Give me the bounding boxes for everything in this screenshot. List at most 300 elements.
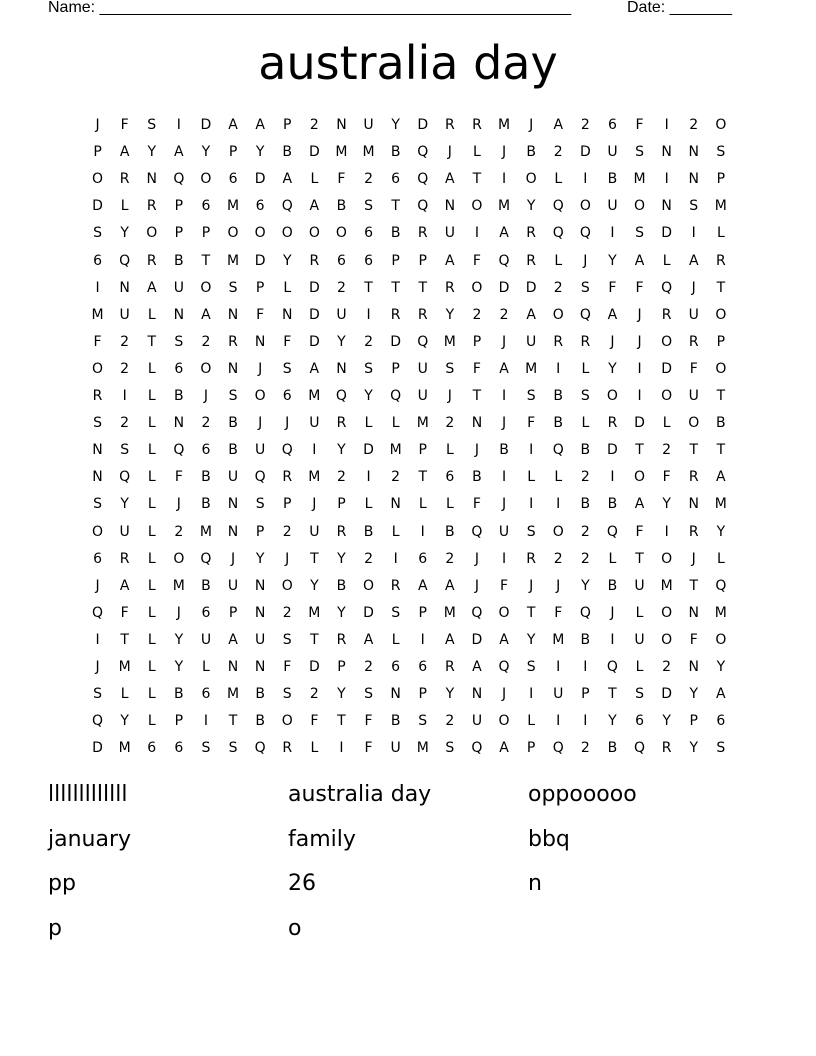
grid-letter: A — [716, 686, 726, 703]
grid-letter: B — [716, 415, 726, 432]
grid-letter: I — [610, 225, 615, 242]
grid-letter: N — [281, 306, 293, 323]
grid-letter: I — [393, 550, 398, 567]
grid-letter: I — [664, 171, 669, 188]
grid-letter: M — [172, 577, 185, 594]
grid-letter: M — [308, 388, 321, 404]
grid-row — [84, 166, 734, 193]
grid-letter: T — [716, 442, 726, 459]
grid-letter: S — [445, 360, 455, 377]
grid-letter: P — [255, 523, 265, 540]
grid-letter: 6 — [282, 388, 292, 404]
grid-letter: N — [254, 577, 266, 594]
grid-row — [84, 410, 734, 437]
grid-letter: O — [661, 333, 673, 350]
grid-letter: O — [552, 523, 564, 540]
grid-letter: B — [607, 740, 618, 757]
grid-letter: B — [201, 469, 211, 486]
grid-letter: T — [608, 686, 617, 703]
grid-letter: N — [444, 198, 456, 215]
grid-letter: N — [688, 496, 699, 513]
grid-letter: R — [309, 252, 320, 269]
grid-letter: Y — [662, 496, 671, 513]
grid-letter: S — [716, 740, 726, 757]
word-list-item: p — [48, 915, 62, 941]
grid-letter: L — [473, 144, 481, 161]
grid-letter: 6 — [635, 713, 644, 730]
grid-row — [84, 139, 734, 166]
grid-letter: L — [147, 550, 156, 567]
grid-letter: I — [366, 469, 371, 486]
grid-letter: D — [308, 279, 320, 296]
grid-letter: F — [472, 496, 481, 513]
grid-letter: R — [390, 577, 401, 594]
grid-letter: A — [688, 252, 699, 269]
grid-letter: N — [92, 469, 103, 486]
grid-letter: J — [258, 415, 263, 432]
grid-letter: M — [443, 333, 456, 350]
grid-letter: D — [308, 144, 320, 161]
word-list-item: australia day — [288, 782, 432, 807]
grid-letter: F — [310, 713, 319, 730]
grid-letter: F — [120, 604, 129, 621]
grid-letter: U — [526, 333, 537, 350]
grid-letter: Y — [120, 225, 129, 242]
grid-letter: 2 — [553, 279, 563, 296]
grid-letter: 2 — [120, 360, 130, 377]
grid-letter: D — [254, 252, 266, 269]
grid-letter: S — [364, 686, 373, 703]
grid-letter: J — [95, 659, 100, 675]
grid-letter: N — [227, 306, 239, 323]
grid-letter: D — [661, 225, 673, 242]
grid-letter: L — [662, 415, 671, 432]
grid-letter: A — [363, 631, 374, 648]
grid-letter: 6 — [93, 252, 102, 269]
grid-row — [84, 491, 734, 518]
grid-letter: 2 — [580, 550, 590, 567]
grid-letter: I — [501, 388, 507, 404]
word-list-item: 26 — [288, 871, 316, 896]
grid-letter: L — [147, 686, 156, 703]
grid-letter: B — [336, 577, 347, 594]
grid-letter: S — [526, 388, 536, 404]
grid-letter: M — [498, 117, 511, 133]
grid-letter: J — [529, 117, 534, 133]
grid-letter: Q — [471, 604, 483, 621]
grid-letter: I — [556, 496, 561, 513]
grid-letter: B — [580, 631, 591, 648]
grid-letter: B — [174, 252, 184, 269]
grid-letter: N — [688, 659, 699, 675]
grid-letter: D — [363, 604, 374, 621]
grid-letter: T — [716, 279, 726, 296]
grid-letter: A — [716, 469, 726, 486]
grid-letter: S — [282, 360, 292, 377]
grid-letter: L — [364, 415, 373, 432]
grid-letter: P — [418, 252, 427, 269]
grid-letter: R — [444, 279, 455, 296]
grid-letter: S — [228, 279, 238, 296]
grid-letter: Y — [337, 333, 346, 350]
grid-letter: 2 — [364, 333, 373, 350]
grid-letter: O — [715, 360, 727, 377]
grid-letter: O — [254, 225, 266, 242]
grid-letter: N — [254, 659, 266, 675]
grid-letter: U — [363, 117, 374, 133]
grid-letter: Q — [335, 388, 347, 404]
grid-letter: J — [610, 604, 615, 621]
grid-letter: N — [661, 144, 672, 161]
grid-row — [84, 708, 734, 735]
grid-letter: Y — [662, 713, 671, 730]
grid-letter: I — [312, 442, 317, 459]
grid-letter: Y — [445, 306, 455, 323]
grid-letter: D — [661, 686, 673, 703]
grid-letter: T — [337, 713, 346, 730]
grid-letter: L — [581, 360, 590, 377]
grid-letter: L — [554, 469, 563, 486]
grid-letter: A — [499, 360, 509, 377]
grid-letter: M — [633, 171, 646, 188]
grid-letter: R — [417, 225, 428, 242]
grid-letter: L — [418, 496, 427, 513]
grid-letter: A — [526, 306, 536, 323]
grid-letter: M — [443, 604, 456, 621]
grid-letter: O — [579, 198, 591, 215]
grid-letter: 2 — [174, 523, 184, 540]
grid-letter: Y — [120, 496, 129, 513]
grid-letter: M — [498, 198, 511, 215]
grid-letter: L — [608, 550, 617, 567]
grid-letter: S — [716, 144, 726, 161]
grid-letter: N — [471, 415, 483, 432]
grid-letter: D — [92, 198, 103, 215]
grid-letter: S — [120, 442, 130, 459]
grid-letter: Q — [92, 713, 104, 730]
grid-letter: O — [173, 550, 185, 567]
grid-letter: J — [501, 415, 507, 432]
grid-letter: T — [418, 279, 428, 296]
grid-letter: A — [309, 360, 320, 377]
grid-letter: D — [254, 171, 266, 188]
grid-letter: R — [661, 740, 672, 757]
grid-letter: J — [501, 496, 507, 513]
grid-letter: I — [529, 686, 534, 703]
grid-letter: O — [498, 713, 510, 730]
grid-letter: Q — [579, 225, 591, 242]
grid-letter: T — [391, 198, 400, 215]
grid-letter: Y — [581, 577, 590, 594]
grid-letter: T — [472, 171, 482, 188]
grid-letter: R — [607, 415, 618, 432]
grid-letter: Q — [173, 442, 185, 459]
grid-letter: R — [146, 198, 157, 215]
word-list-item: n — [528, 871, 542, 896]
grid-letter: L — [581, 415, 590, 432]
grid-letter: A — [119, 144, 130, 161]
grid-letter: 6 — [93, 550, 102, 567]
grid-letter: P — [174, 225, 184, 242]
grid-letter: S — [445, 740, 455, 757]
grid-letter: L — [147, 442, 156, 459]
grid-letter: N — [227, 659, 239, 675]
grid-letter: O — [661, 550, 673, 567]
grid-letter: O — [552, 306, 564, 323]
grid-letter: O — [92, 171, 104, 188]
grid-letter: O — [200, 171, 212, 188]
grid-letter: O — [606, 388, 618, 404]
grid-letter: B — [580, 442, 591, 459]
grid-letter: D — [308, 333, 320, 350]
grid-letter: O — [471, 198, 483, 215]
grid-letter: Q — [417, 144, 429, 161]
grid-letter: T — [147, 333, 157, 350]
grid-letter: 6 — [201, 686, 211, 703]
grid-letter: U — [309, 415, 320, 432]
grid-letter: 2 — [282, 523, 292, 540]
word-list-item: lllllllllllll — [48, 782, 128, 807]
grid-letter: 2 — [391, 469, 401, 486]
grid-letter: P — [716, 333, 726, 350]
grid-letter: Q — [552, 442, 564, 459]
grid-letter: A — [282, 171, 293, 188]
grid-letter: F — [283, 659, 292, 675]
grid-letter: R — [444, 117, 455, 133]
grid-letter: O — [92, 360, 104, 377]
grid-letter: R — [688, 333, 699, 350]
grid-letter: 2 — [309, 686, 319, 703]
grid-letter: Q — [498, 659, 510, 675]
grid-letter: Q — [498, 252, 510, 269]
grid-letter: T — [310, 550, 319, 567]
grid-row — [84, 546, 734, 573]
grid-letter: R — [688, 469, 699, 486]
grid-letter: O — [498, 604, 510, 621]
grid-letter: P — [472, 333, 482, 350]
grid-letter: F — [283, 333, 292, 350]
grid-letter: L — [147, 388, 156, 404]
grid-row — [84, 248, 734, 275]
grid-letter: J — [230, 550, 236, 567]
page-title: australia day — [258, 36, 558, 90]
grid-letter: 6 — [201, 604, 211, 621]
grid-letter: S — [526, 523, 536, 540]
grid-letter: P — [255, 279, 265, 296]
grid-letter: M — [335, 144, 348, 161]
grid-letter: 2 — [689, 117, 699, 133]
grid-letter: I — [529, 496, 534, 513]
grid-letter: L — [147, 631, 156, 648]
grid-letter: O — [661, 604, 673, 621]
grid-letter: O — [254, 388, 266, 404]
grid-letter: 2 — [201, 333, 211, 350]
grid-letter: O — [146, 225, 158, 242]
grid-letter: 2 — [580, 523, 590, 540]
grid-letter: T — [120, 631, 129, 648]
grid-letter: D — [200, 117, 212, 133]
grid-letter: S — [635, 225, 644, 242]
grid-letter: A — [417, 577, 428, 594]
grid-letter: L — [716, 550, 725, 567]
grid-letter: N — [336, 117, 347, 133]
grid-letter: U — [336, 306, 347, 323]
grid-letter: B — [201, 577, 211, 594]
grid-letter: A — [634, 252, 645, 269]
grid-letter: I — [637, 360, 642, 377]
grid-letter: L — [147, 306, 156, 323]
grid-letter: B — [607, 496, 618, 513]
grid-letter: I — [529, 442, 534, 459]
grid-letter: F — [120, 117, 129, 133]
grid-letter: Q — [552, 198, 564, 215]
grid-letter: D — [308, 659, 320, 675]
grid-letter: A — [472, 659, 482, 675]
grid-letter: R — [526, 252, 536, 269]
grid-letter: Q — [119, 252, 131, 269]
grid-letter: F — [256, 306, 265, 323]
grid-letter: P — [337, 659, 346, 675]
grid-letter: R — [661, 306, 672, 323]
grid-letter: I — [556, 360, 561, 377]
grid-letter: 6 — [174, 740, 184, 757]
grid-letter: Y — [608, 252, 617, 269]
grid-letter: B — [390, 144, 401, 161]
grid-letter: Q — [579, 306, 591, 323]
grid-letter: F — [174, 469, 183, 486]
grid-letter: Y — [255, 550, 265, 567]
grid-letter: 6 — [418, 550, 428, 567]
grid-letter: D — [417, 117, 429, 133]
grid-letter: U — [227, 469, 239, 486]
grid-letter: L — [527, 469, 536, 486]
grid-row — [84, 383, 734, 410]
grid-letter: B — [472, 469, 482, 486]
grid-letter: Q — [471, 523, 483, 540]
grid-letter: R — [417, 306, 428, 323]
grid-letter: U — [498, 523, 510, 540]
grid-letter: M — [416, 740, 429, 757]
grid-letter: F — [364, 740, 373, 757]
grid-letter: S — [174, 333, 184, 350]
grid-letter: L — [283, 279, 292, 296]
grid-letter: U — [390, 740, 401, 757]
grid-letter: U — [634, 631, 645, 648]
grid-letter: R — [92, 388, 103, 404]
grid-letter: T — [635, 550, 644, 567]
grid-letter: J — [176, 604, 181, 621]
grid-letter: R — [688, 523, 699, 540]
grid-letter: Q — [661, 279, 673, 296]
grid-letter: Q — [606, 659, 618, 675]
grid-letter: D — [525, 279, 537, 296]
grid-letter: T — [526, 604, 536, 621]
grid-letter: I — [664, 117, 669, 133]
grid-row — [84, 193, 734, 220]
grid-letter: R — [119, 171, 130, 188]
grid-letter: 2 — [553, 550, 563, 567]
grid-letter: U — [200, 631, 212, 648]
grid-letter: N — [336, 360, 347, 377]
grid-letter: L — [202, 659, 210, 675]
grid-letter: J — [203, 388, 208, 404]
grid-letter: R — [526, 550, 536, 567]
grid-letter: L — [147, 523, 156, 540]
grid-letter: Y — [255, 144, 265, 161]
grid-letter: Y — [445, 686, 455, 703]
grid-letter: O — [281, 577, 293, 594]
grid-letter: M — [714, 496, 727, 513]
grid-letter: A — [119, 577, 130, 594]
grid-letter: N — [227, 523, 239, 540]
grid-letter: U — [417, 388, 428, 404]
grid-letter: A — [553, 117, 564, 133]
grid-letter: 6 — [201, 442, 211, 459]
grid-letter: L — [445, 442, 454, 459]
grid-letter: N — [227, 360, 239, 377]
grid-letter: S — [526, 659, 536, 675]
grid-letter: D — [498, 279, 510, 296]
grid-letter: 6 — [445, 469, 455, 486]
grid-letter: P — [228, 144, 238, 161]
grid-letter: Y — [391, 117, 400, 133]
grid-letter: J — [637, 333, 642, 350]
grid-letter: T — [364, 279, 373, 296]
grid-letter: M — [118, 659, 131, 675]
grid-letter: B — [174, 686, 184, 703]
grid-letter: 6 — [228, 171, 238, 188]
grid-letter: P — [337, 496, 346, 513]
grid-letter: L — [147, 415, 156, 432]
grid-letter: Y — [689, 686, 699, 703]
grid-letter: S — [364, 198, 373, 215]
grid-letter: B — [363, 523, 374, 540]
grid-letter: A — [445, 171, 455, 188]
grid-letter: F — [472, 360, 481, 377]
grid-row — [84, 519, 734, 546]
grid-letter: U — [309, 523, 320, 540]
grid-row — [84, 464, 734, 491]
grid-letter: L — [120, 198, 129, 215]
grid-letter: 6 — [174, 360, 184, 377]
grid-letter: 2 — [445, 415, 455, 432]
grid-letter: B — [390, 225, 401, 242]
grid-letter: I — [501, 171, 507, 188]
grid-letter: Y — [608, 360, 617, 377]
grid-letter: 2 — [120, 415, 130, 432]
grid-letter: 6 — [201, 198, 211, 215]
grid-letter: Y — [608, 713, 617, 730]
grid-letter: J — [285, 550, 290, 567]
grid-letter: U — [444, 225, 455, 242]
grid-letter: P — [93, 144, 102, 161]
grid-letter: B — [282, 144, 293, 161]
grid-letter: 2 — [282, 604, 292, 621]
grid-letter: L — [445, 496, 454, 513]
grid-letter: R — [282, 740, 293, 757]
grid-letter: U — [607, 144, 618, 161]
grid-letter: J — [95, 117, 100, 133]
word-list-item: january — [48, 826, 132, 852]
grid-letter: O — [335, 225, 347, 242]
grid-letter: A — [499, 631, 509, 648]
grid-letter: B — [553, 388, 564, 404]
grid-letter: I — [583, 659, 588, 675]
grid-letter: F — [689, 631, 698, 648]
grid-letter: U — [119, 306, 130, 323]
grid-letter: P — [391, 252, 400, 269]
grid-letter: S — [635, 686, 644, 703]
